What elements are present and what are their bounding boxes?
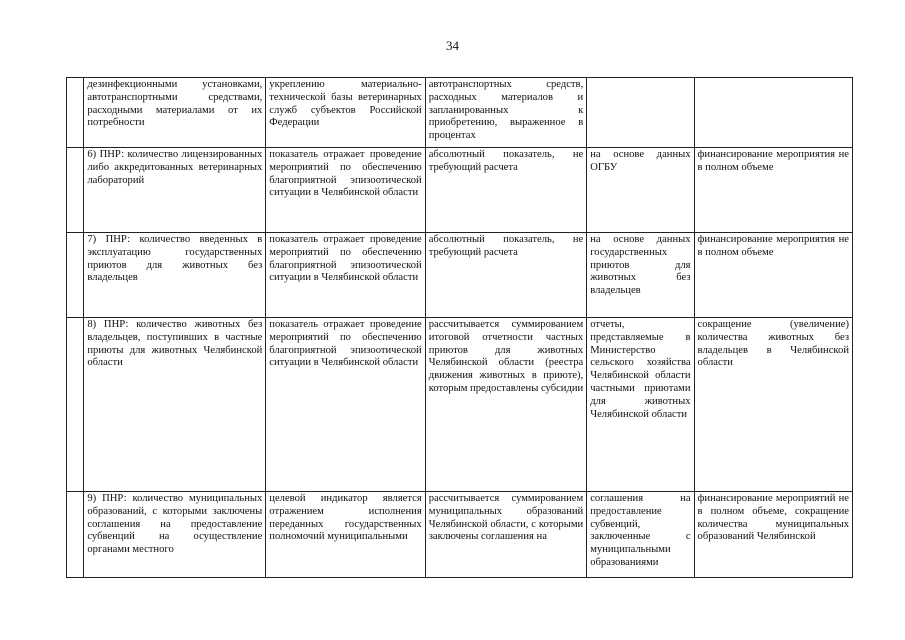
margin-cell [67,318,84,492]
table-row [67,78,853,148]
page-number: 34 [446,38,459,53]
data-source-cell: на основе данных ОГБУ [587,148,694,233]
margin-cell [67,78,84,148]
indicator-name-cell: дезинфекционными установками, автотранспортными средствами, расходными материалами от их потребности [84,78,266,148]
table-row [67,233,853,318]
table-row [67,148,853,233]
indicator-description-cell: показатель отражает проведение мероприятий по обеспечению благоприятной эпизоотической ситуации в Челябинской области [266,318,425,492]
risk-factor-cell: финансирование мероприятия не в полном объеме [694,148,852,233]
indicator-description-cell: целевой индикатор является отражением исполнения переданных государственных полномочий муниципальными [266,492,425,578]
table-row [67,492,853,578]
indicator-name-cell: 7) ПНР: количество введенных в эксплуатацию государственных приютов для животных без владельцев [84,233,266,318]
calculation-method-cell: абсолютный показатель, не требующий расчета [425,148,586,233]
data-source-cell: на основе данных государственных приютов для животных без владельцев [587,233,694,318]
indicator-name-cell: 8) ПНР: количество животных без владельцев, поступивших в частные приюты для животных Челябинской области [84,318,266,492]
calculation-method-cell: рассчитывается суммированием муниципальных образований Челябинской области, с которыми заключены соглашения на [425,492,586,578]
risk-factor-cell [694,78,852,148]
risk-factor-cell: финансирование мероприятия не в полном объеме [694,233,852,318]
indicators-table [66,77,853,578]
margin-cell [67,233,84,318]
table-row [67,318,853,492]
margin-cell [67,148,84,233]
indicator-name-cell: 6) ПНР: количество лицензированных либо аккредитованных ветеринарных лабораторий [84,148,266,233]
risk-factor-cell: сокращение (увеличение) количества животных без владельцев в Челябинской области [694,318,852,492]
indicator-name-cell: 9) ПНР: количество муниципальных образований, с которыми заключены соглашения на предоставление субвенций на осуществление органами местного [84,492,266,578]
data-source-cell: соглашения на предоставление субвенций, заключенные с муниципальными образованиями [587,492,694,578]
data-source-cell [587,78,694,148]
indicator-description-cell: показатель отражает проведение мероприятий по обеспечению благоприятной эпизоотической ситуации в Челябинской области [266,148,425,233]
calculation-method-cell: автотранспортных средств, расходных материалов и запланированных к приобретению, выраженное в процентах [425,78,586,148]
indicator-description-cell: показатель отражает проведение мероприятий по обеспечению благоприятной эпизоотической ситуации в Челябинской области [266,233,425,318]
indicator-description-cell: укреплению материально-технической базы ветеринарных служб субъектов Российской Федерации [266,78,425,148]
calculation-method-cell: абсолютный показатель, не требующий расчета [425,233,586,318]
risk-factor-cell: финансирование мероприятий не в полном объеме, сокращение количества муниципальных образований Челябинской [694,492,852,578]
calculation-method-cell: рассчитывается суммированием итоговой отчетности частных приютов для животных Челябинской области (реестра движения животных в приюте), которым предоставлены субсидии [425,318,586,492]
margin-cell [67,492,84,578]
data-source-cell: отчеты, представляемые в Министерство сельского хозяйства Челябинской области частными приютами для животных Челябинской области [587,318,694,492]
